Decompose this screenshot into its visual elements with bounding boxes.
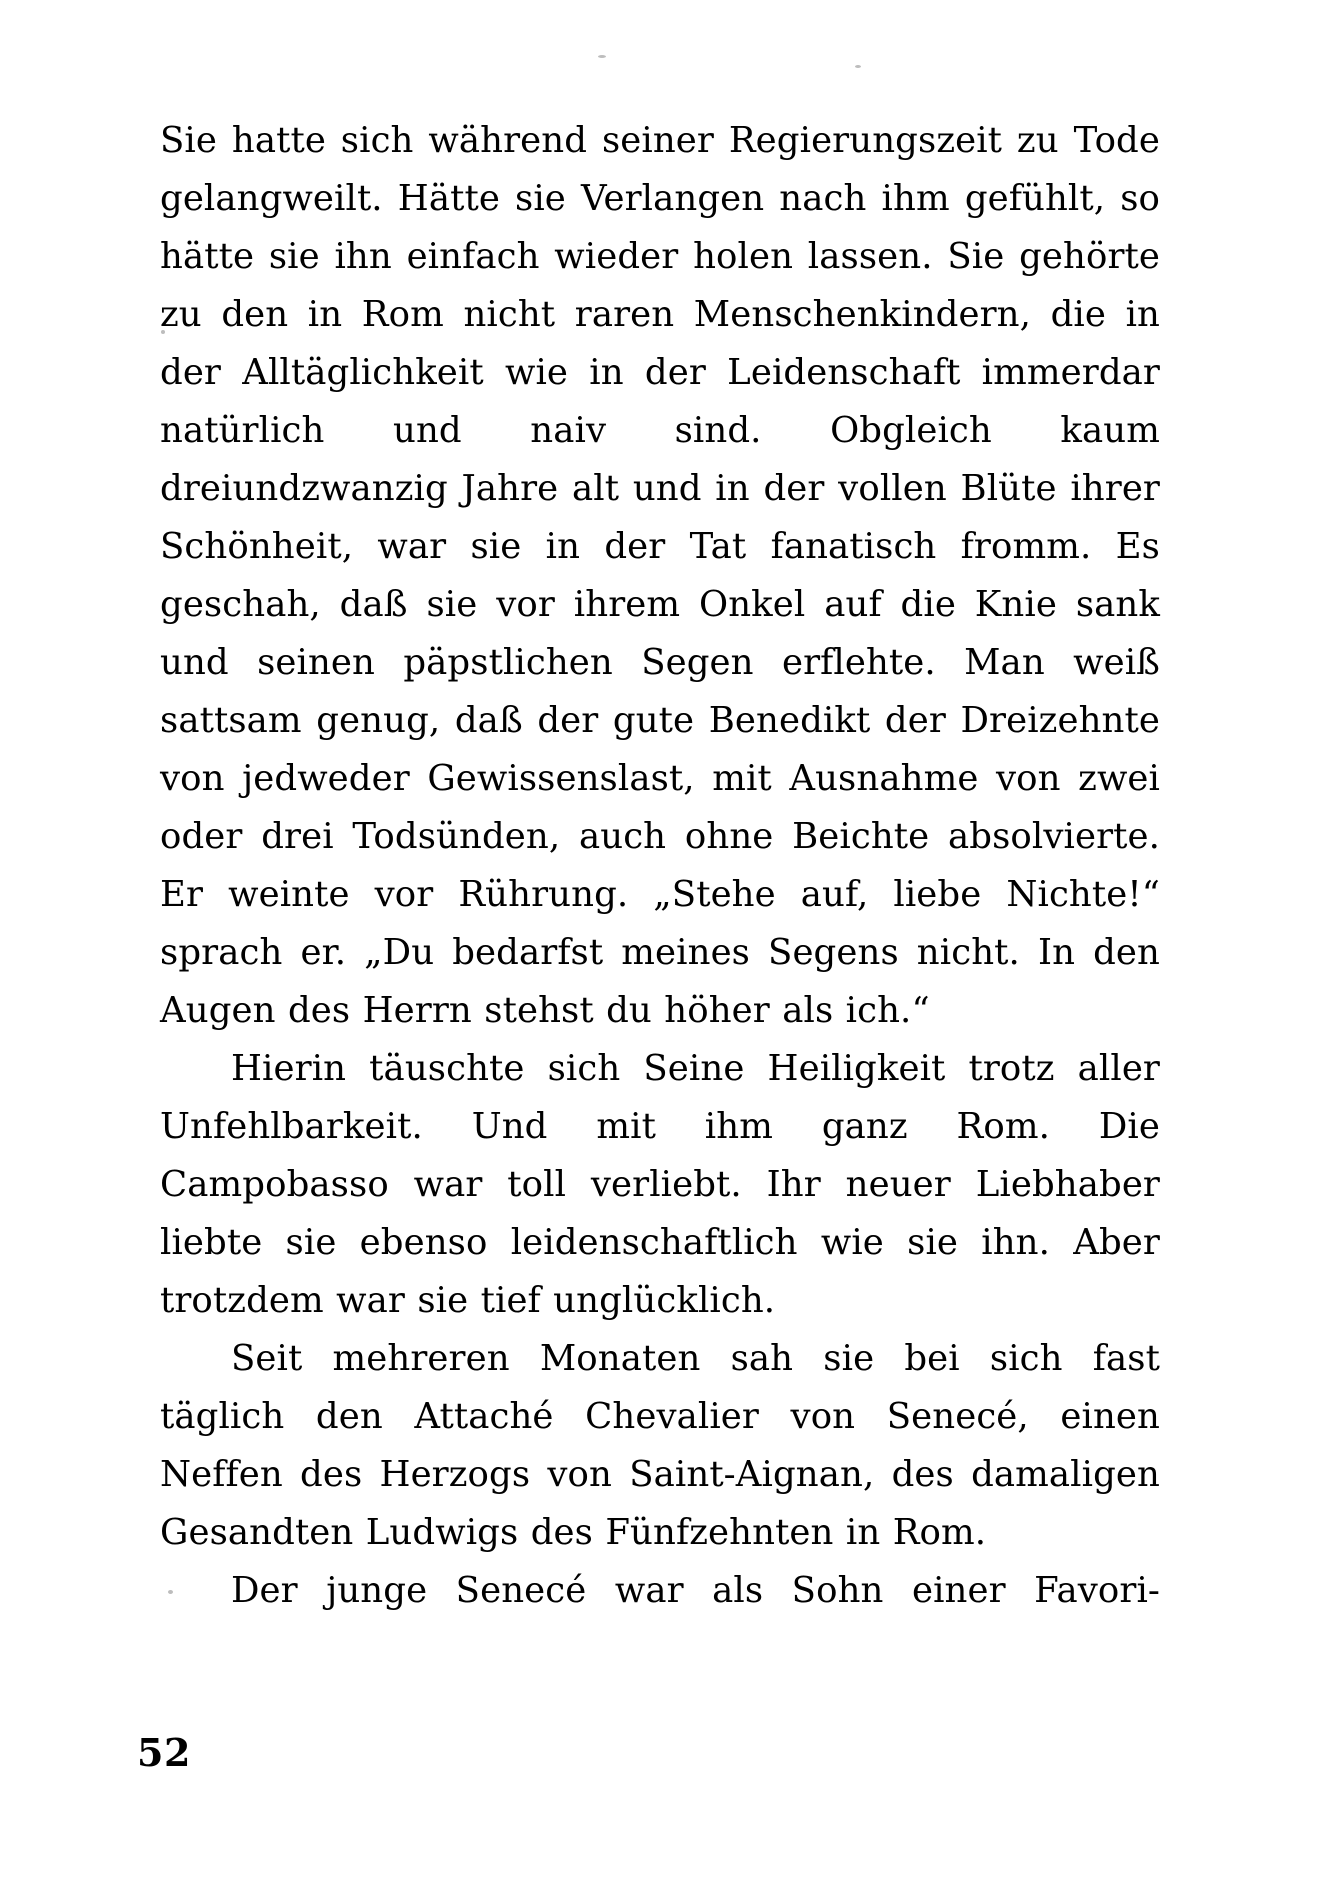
paragraph-continued: Der junge Senecé war als Sohn einer Favori-	[231, 1570, 1160, 1611]
print-speck	[598, 55, 606, 58]
print-speck	[855, 65, 861, 68]
paragraph: Sie hatte sich während seiner Regierungszeit zu Tode gelangweilt. Hätte sie Verlangen nach ihm gefühlt, so hätte sie ihn einfach wieder holen lassen. Sie gehörte zu den in Rom nicht raren Menschenkindern, die in der Alltäglichkeit wie in der Leidenschaft immerdar natürlich und naiv sind. Obgleich kaum dreiundzwanzig Jahre alt und in der vollen Blüte ihrer Schönheit, war sie in der Tat fanatisch fromm. Es geschah, daß sie vor ihrem Onkel auf die Knie sank und seinen päpstlichen Segen erflehte. Man weiß sattsam genug, daß der gute Benedikt der Dreizehnte von jedweder Gewissenslast, mit Ausnahme von zwei oder drei Todsünden, auch ohne Beichte absolvierte. Er weinte vor Rührung. „Stehe auf, liebe Nichte!“ sprach er. „Du bedarfst meines Segens nicht. In den Augen des Herrn stehst du höher als ich.“	[160, 120, 1160, 1031]
paragraph: Seit mehreren Monaten sah sie bei sich fast täglich den Attaché Chevalier von Senecé, einen Neffen des Herzogs von Saint-Aignan, des damaligen Gesandten Ludwigs des Fünfzehnten in Rom.	[160, 1338, 1160, 1553]
page-number: 52	[137, 1730, 191, 1775]
page-text-block	[160, 112, 1160, 1678]
paragraph: Hierin täuschte sich Seine Heiligkeit trotz aller Unfehlbarkeit. Und mit ihm ganz Rom. Die Campobasso war toll verliebt. Ihr neuer Liebhaber liebte sie ebenso leidenschaftlich wie sie ihn. Aber trotzdem war sie tief unglücklich.	[160, 1048, 1160, 1321]
